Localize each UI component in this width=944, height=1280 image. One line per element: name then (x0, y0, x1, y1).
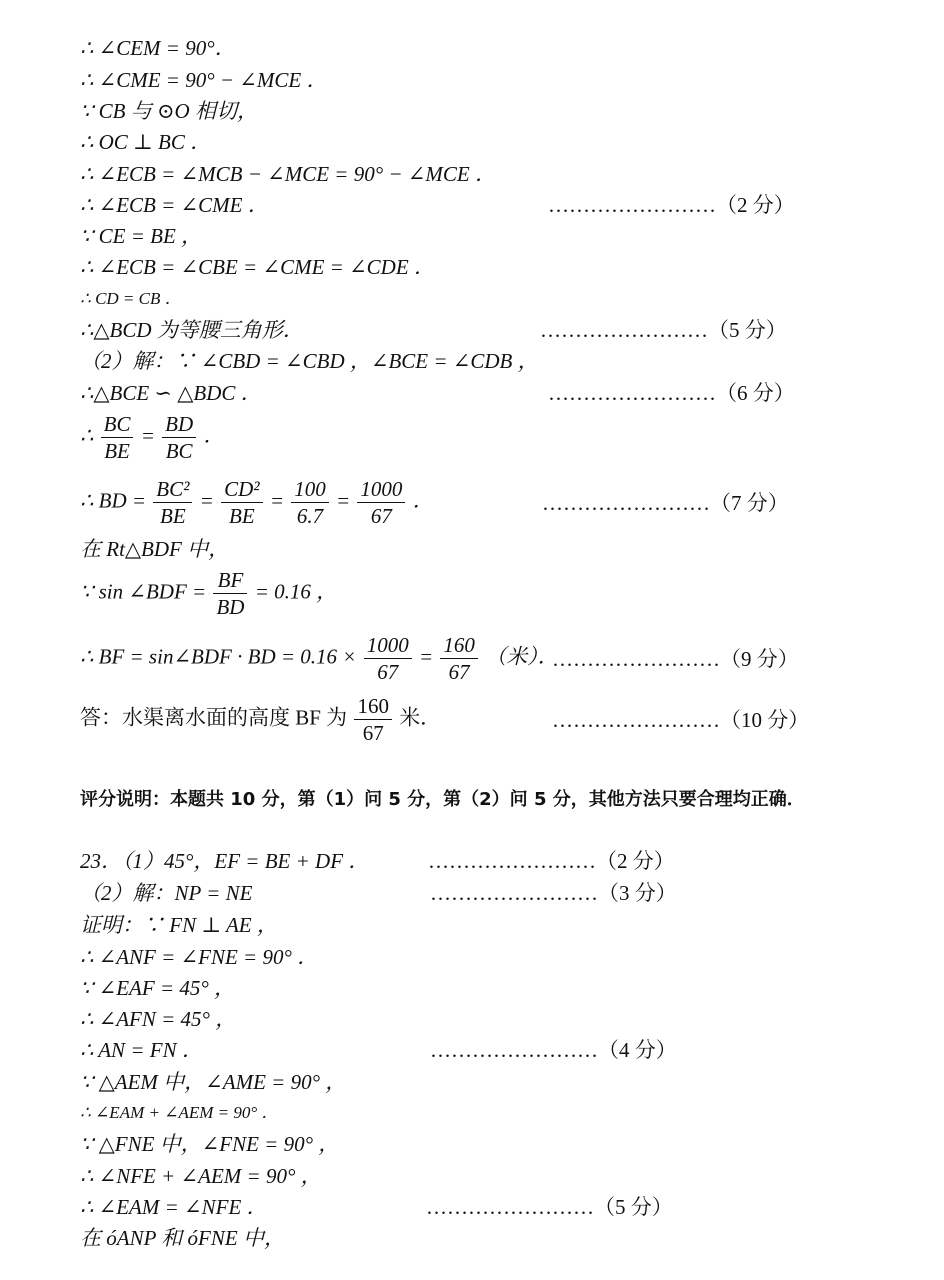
answer-prefix: 答：水渠离水面的高度 BF 为 (80, 705, 348, 730)
step-perpendicular: ∴ OC ⊥ BC ． (80, 130, 212, 154)
step-part2-angles: （2）解：∵ ∠CBD = ∠CBD ，∠BCE = ∠CDB ， (80, 349, 539, 373)
score-7: ……………………（7 分） (542, 491, 789, 515)
ratio-prefix: ∴ (80, 423, 94, 448)
q23-triangle-aem: ∵ △AEM 中，∠AME = 90° ， (80, 1070, 347, 1094)
step-angle-chain: ∴ ∠ECB = ∠CBE = ∠CME = ∠CDE ． (80, 255, 435, 279)
fraction-bc-be (101, 412, 134, 463)
grading-note: 评分说明：本题共 10 分，第（1）问 5 分，第（2）问 5 分，其他方法只要合理均正确． (80, 789, 805, 810)
fraction-numerator: 1000 (357, 477, 405, 503)
q23-in-triangles: 在 óANP 和 óFNE 中， (80, 1226, 285, 1250)
step-angle-ecb-diff: ∴ ∠ECB = ∠MCB − ∠MCE = 90° − ∠MCE ． (80, 162, 496, 186)
fraction-denominator: BE (229, 504, 255, 528)
fraction-denominator: 67 (377, 660, 399, 684)
equals-sign: = (140, 423, 155, 448)
q23-score-4: ……………………（4 分） (430, 1038, 677, 1062)
period: ． (203, 423, 225, 448)
fraction-1000-67 (357, 477, 405, 528)
q23-part1: 23．（1）45°，EF = BE + DF ． (80, 849, 370, 873)
equals-sign: = (269, 488, 284, 513)
fraction-denominator: 6.7 (296, 504, 324, 528)
fraction-160-67 (440, 633, 478, 684)
fraction-numerator: 100 (291, 477, 329, 503)
fraction-denominator: BD (216, 595, 245, 619)
sin-value: = 0.16 ， (254, 579, 338, 604)
step-cd-cb: ∴ CD = CB ． (80, 289, 182, 308)
equals-sign: = (199, 488, 214, 513)
step-tangent: ∵ CB 与 ⊙O 相切， (80, 99, 258, 123)
period: ． (412, 488, 434, 513)
fraction-denominator: 67 (448, 660, 470, 684)
q23-right-angles: ∴ ∠ANF = ∠FNE = 90° ． (80, 945, 319, 969)
q23-angle-afn: ∴ ∠AFN = 45° ， (80, 1007, 237, 1031)
step-angle-cme: ∴ ∠CME = 90° − ∠MCE ． (80, 68, 328, 92)
fraction-bc2-be (153, 477, 192, 528)
fraction-numerator: 160 (440, 633, 478, 659)
equals-sign: = (418, 644, 434, 669)
step-isosceles: ∴△BCD 为等腰三角形． (80, 318, 304, 342)
answer-unit: 米． (399, 705, 442, 730)
fraction-1000-67 (364, 633, 412, 684)
step-ratio (80, 412, 224, 463)
q23-angle-equal: ∴ ∠EAM = ∠NFE ． (80, 1195, 268, 1219)
fraction-numerator: BF (213, 568, 247, 594)
fraction-denominator: BE (160, 504, 186, 528)
q23-proof-start: 证明：∵ FN ⊥ AE ， (80, 913, 278, 937)
score-9: ……………………（9 分） (552, 647, 799, 671)
q23-score-2: ……………………（2 分） (428, 849, 675, 873)
fraction-numerator: CD² (221, 477, 262, 503)
unit-meters: （米）． (485, 644, 559, 669)
step-angle-ecb-eq: ∴ ∠ECB = ∠CME ． (80, 193, 269, 217)
q23-part2: （2）解：NP = NE (80, 881, 253, 905)
fraction-denominator: BC (165, 439, 193, 463)
bd-prefix: ∴ BD = (80, 488, 147, 513)
fraction-cd2-be (221, 477, 262, 528)
step-bd-value (80, 477, 434, 528)
fraction-numerator: BD (162, 412, 196, 438)
fraction-numerator: BC² (153, 477, 192, 503)
q23-triangle-fne: ∵ △FNE 中，∠FNE = 90° ， (80, 1132, 340, 1156)
step-sin (80, 568, 337, 619)
q23-an-fn: ∴ AN = FN ． (80, 1038, 203, 1062)
fraction-160-67 (354, 694, 392, 745)
fraction-numerator: 160 (354, 694, 392, 720)
step-angle-cem: ∴ ∠CEM = 90°． (80, 36, 236, 60)
q23-score-3: ……………………（3 分） (430, 881, 677, 905)
bf-prefix: ∴ BF = sin∠BDF · BD = 0.16 × (80, 644, 357, 669)
fraction-denominator: 67 (370, 504, 392, 528)
step-in-triangle: 在 Rt△BDF 中， (80, 537, 230, 561)
score-5: ……………………（5 分） (540, 318, 787, 342)
score-2: ……………………（2 分） (548, 193, 795, 217)
step-similar: ∴△BCE ∽ △BDC ． (80, 381, 262, 405)
sin-prefix: ∵ sin ∠BDF = (80, 579, 207, 604)
fraction-numerator: BC (101, 412, 134, 438)
step-bf-value (80, 633, 559, 684)
fraction-denominator: BE (104, 439, 130, 463)
fraction-100-6.7 (291, 477, 329, 528)
fraction-numerator: 1000 (364, 633, 412, 659)
equals-sign: = (335, 488, 351, 513)
q23-angle-sum-1: ∴ ∠EAM + ∠AEM = 90° ． (80, 1103, 279, 1122)
q23-score-5: ……………………（5 分） (426, 1195, 673, 1219)
step-answer (80, 694, 441, 745)
step-ce-be: ∵ CE = BE ， (80, 224, 203, 248)
fraction-denominator: 67 (362, 721, 384, 745)
q23-angle-eaf: ∵ ∠EAF = 45° ， (80, 976, 236, 1000)
q23-angle-sum-2: ∴ ∠NFE + ∠AEM = 90° ， (80, 1164, 322, 1188)
fraction-bf-bd (213, 568, 247, 619)
score-10: ……………………（10 分） (552, 708, 810, 732)
score-6: ……………………（6 分） (548, 381, 795, 405)
fraction-bd-bc (162, 412, 196, 463)
